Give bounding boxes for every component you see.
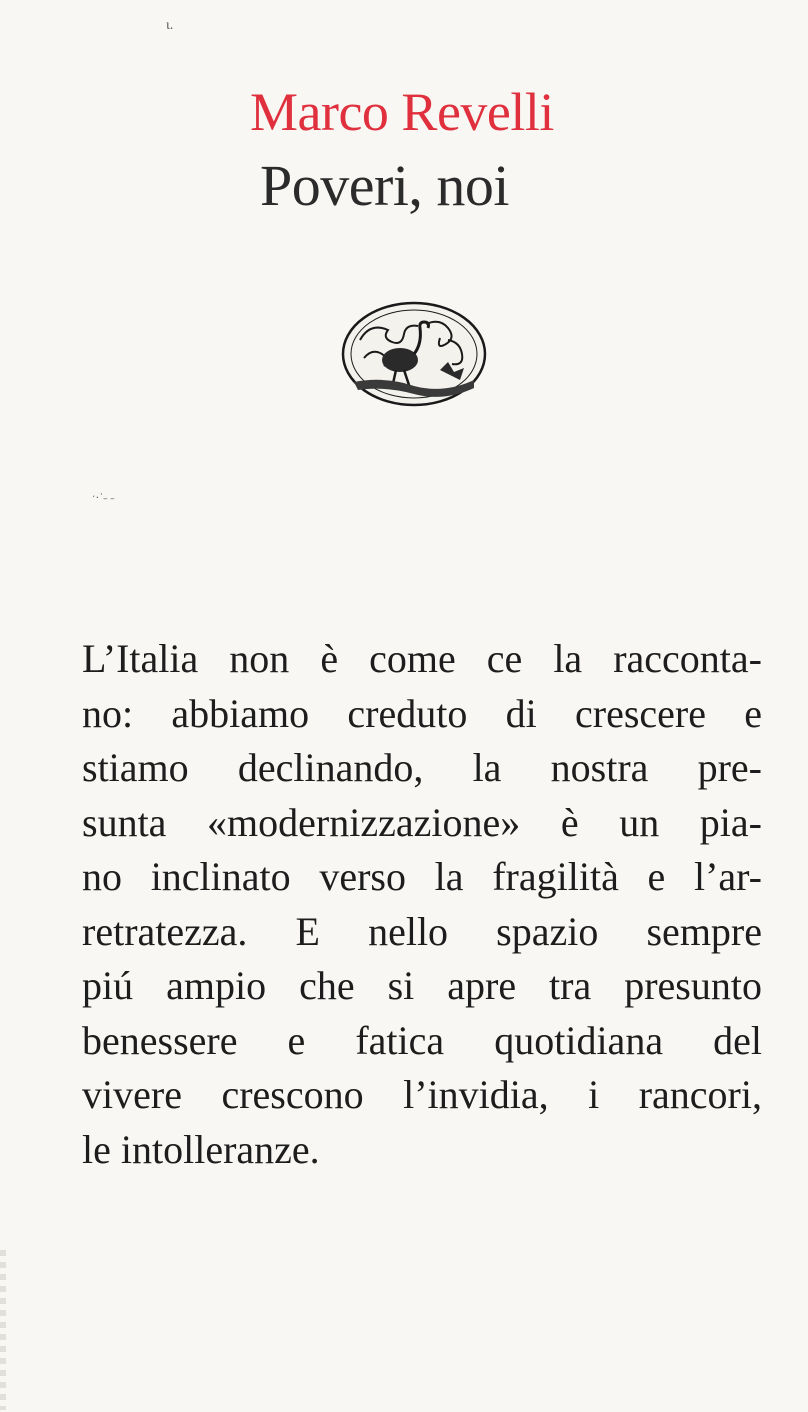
cover-edge-wear bbox=[0, 1250, 6, 1410]
blurb-line: le intolleranze. bbox=[82, 1126, 320, 1172]
blurb-line: no inclinato verso la fragilità e l’ar- bbox=[82, 854, 762, 899]
author-name: Marco Revelli bbox=[250, 82, 554, 142]
publisher-ostrich-emblem-icon bbox=[340, 300, 488, 408]
blurb-line: sunta «modernizzazione» è un pia- bbox=[82, 799, 762, 845]
blurb-line: piú ampio che si apre tra presunto bbox=[82, 963, 762, 1008]
blurb-line: benessere e fatica quotidiana del bbox=[82, 1017, 762, 1063]
print-speck: ˑ·˙˗ ˗ bbox=[92, 490, 115, 504]
blurb-line: retratezza. E nello spazio sempre bbox=[82, 908, 762, 954]
blurb-line: stiamo declinando, la nostra pre- bbox=[82, 745, 762, 790]
blurb-line: L’Italia non è come ce la racconta- bbox=[82, 636, 762, 681]
blurb-line: vivere crescono l’invidia, i rancori, bbox=[82, 1072, 762, 1117]
print-speck: ι. bbox=[166, 18, 174, 33]
back-cover-blurb bbox=[82, 632, 762, 1177]
blurb-line: no: abbiamo creduto di crescere e bbox=[82, 690, 762, 736]
book-title: Poveri, noi bbox=[260, 153, 510, 218]
